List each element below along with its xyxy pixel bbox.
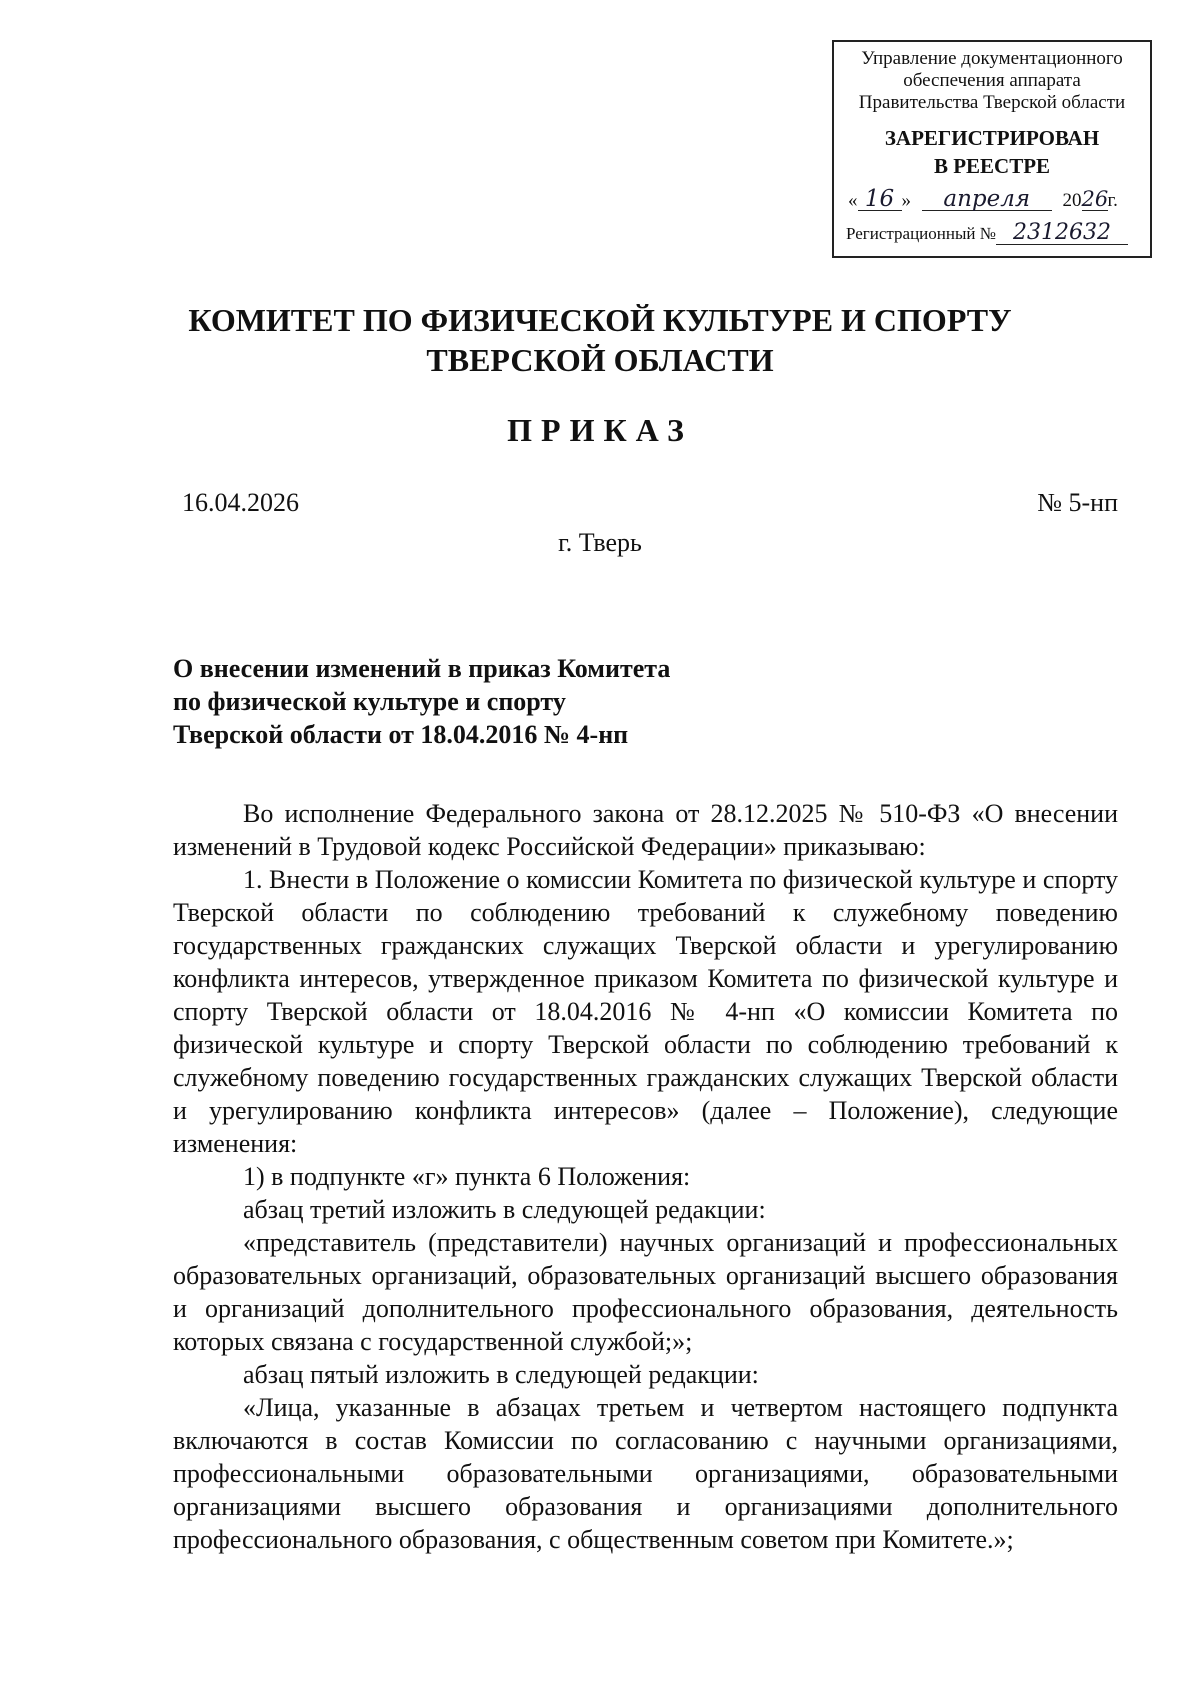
body-paragraph-abzac-3-intro: абзац третий изложить в следующей редакции: — [243, 1195, 766, 1224]
subject-line: О внесении изменений в приказ Комитета — [173, 654, 671, 683]
subject-line: по физической культуре и спорту — [173, 687, 566, 716]
stamp-close-quote: » — [901, 190, 911, 211]
stamp-open-quote: « — [848, 190, 858, 211]
stamp-year-unit: г. — [1107, 190, 1118, 211]
body-paragraph-item-1: 1. Внести в Положение о комиссии Комитета по физической культуре и спорту Тверской области по соблюдению требований к служебному поведению государственных гражданских служащих Тверской области и урегулированию конфликта интересов, утвержденное приказом Комитета по физической культуре и спорту Тверской области от 18.04.2016 № 4-нп «О комиссии Комитета по физической культуре и спорту Тверской области по соблюдению требований к служебному поведению государственных гражданских служащих Тверской области и урегулированию конфликта интересов» (далее – Положение), следующие изменения: — [173, 865, 1118, 1158]
stamp-regno-line — [838, 222, 1146, 245]
document-body — [173, 797, 1118, 1556]
stamp-handwritten-month: апреля — [922, 188, 1052, 211]
document-subject — [173, 652, 670, 751]
document-type-title: ПРИКАЗ — [507, 412, 693, 448]
stamp-registered-line: ЗАРЕГИСТРИРОВАН — [884, 126, 1100, 150]
stamp-org-line: Управление документационного — [861, 48, 1123, 69]
stamp-registered-title — [838, 124, 1146, 180]
body-paragraph-abzac-5-text: «Лица, указанные в абзацах третьем и четвертом настоящего подпункта включаются в состав Комиссии по согласованию с научными организациями, профессиональными образовательными организациями, образовательными организациями высшего образования и организациями дополнительного профессионального образования, с общественным советом при Комитете.»; — [173, 1393, 1118, 1554]
stamp-handwritten-year: 26 — [1081, 187, 1109, 211]
registration-stamp — [832, 40, 1152, 258]
body-paragraph-abzac-3-text: «представитель (представители) научных организаций и профессиональных образовательных организаций, образовательных организаций высшего образования и организаций дополнительного профессионального образования, деятельность которых связана с государственной службой;»; — [173, 1228, 1118, 1356]
document-date: 16.04.2026 — [182, 488, 299, 517]
stamp-org-line: обеспечения аппарата — [903, 70, 1081, 91]
stamp-org-line: Правительства Тверской области — [858, 92, 1126, 113]
stamp-year-prefix: 20 — [1062, 190, 1082, 211]
body-paragraph-abzac-5-intro: абзац пятый изложить в следующей редакции: — [243, 1360, 759, 1389]
document-city: г. Тверь — [558, 528, 642, 557]
subject-line: Тверской области от 18.04.2016 № 4-нп — [173, 720, 629, 749]
committee-name-line: ТВЕРСКОЙ ОБЛАСТИ — [426, 342, 774, 378]
body-paragraph-subitem-1: 1) в подпункте «г» пункта 6 Положения: — [243, 1162, 691, 1191]
stamp-regno-label: Регистрационный № — [846, 224, 996, 243]
committee-name — [0, 300, 1200, 380]
body-paragraph-preamble: Во исполнение Федерального закона от 28.12.2025 № 510-ФЗ «О внесении изменений в Трудовой кодекс Российской Федерации» приказываю: — [173, 799, 1118, 861]
committee-name-line: КОМИТЕТ ПО ФИЗИЧЕСКОЙ КУЛЬТУРЕ И СПОРТУ — [188, 302, 1012, 338]
stamp-handwritten-regno: 2312632 — [996, 222, 1128, 245]
stamp-handwritten-day: 16 — [858, 188, 902, 211]
stamp-registered-line: В РЕЕСТРЕ — [933, 154, 1051, 178]
document-number: № 5-нп — [1037, 488, 1118, 517]
stamp-organization — [838, 48, 1146, 114]
stamp-date-line — [838, 188, 1146, 212]
